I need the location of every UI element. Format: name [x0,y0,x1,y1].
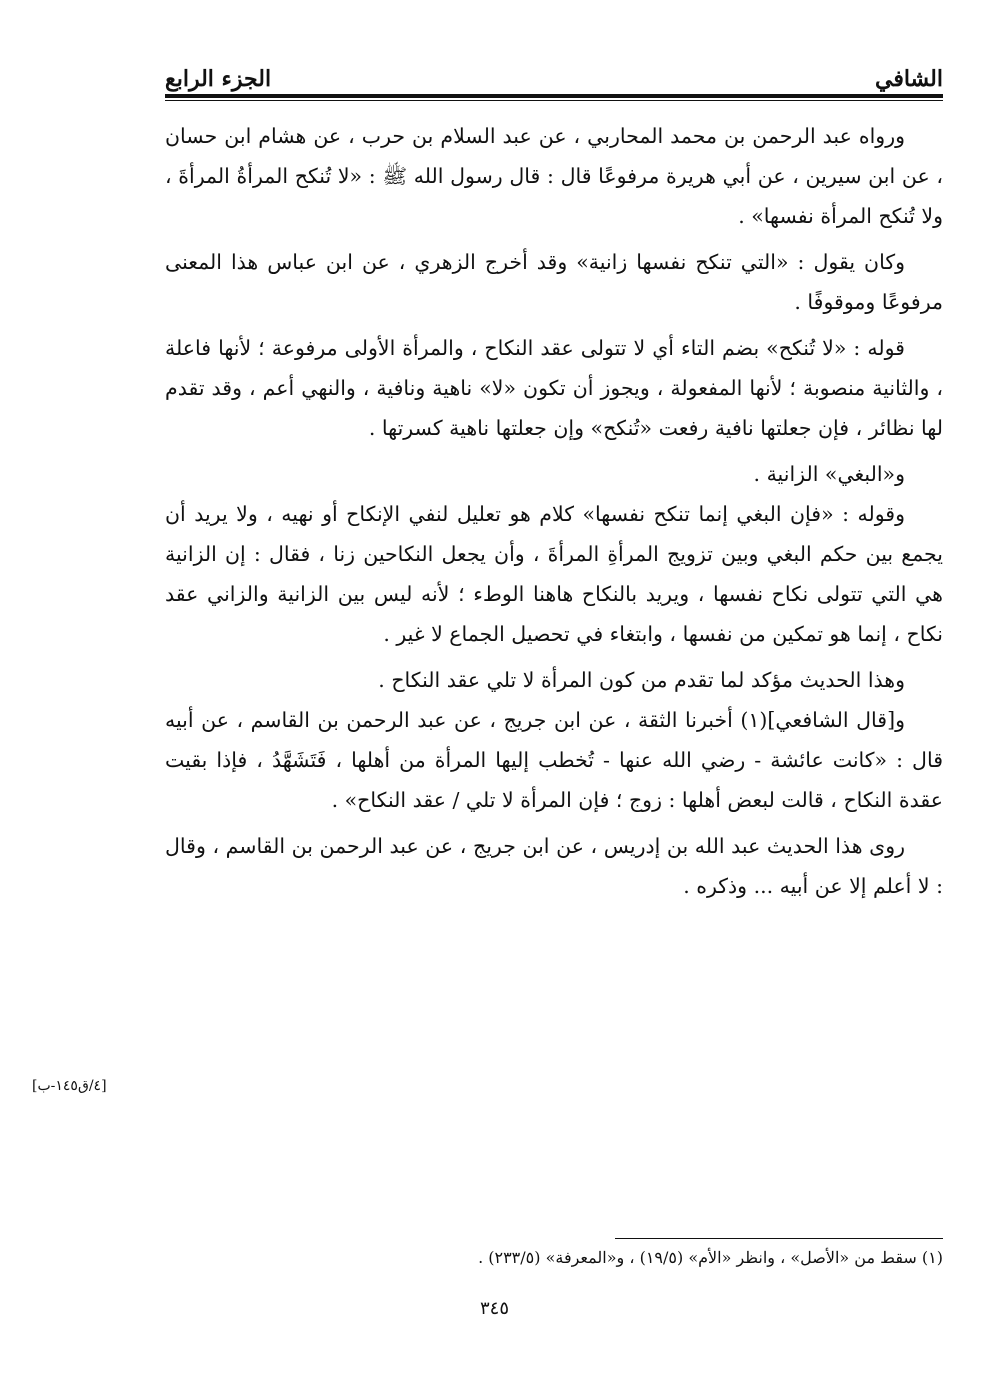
page-number: ٣٤٥ [479,1298,509,1319]
footnote-separator [615,1238,943,1239]
main-text [165,116,943,912]
footnote: (١) سقط من «الأصل» ، وانظر «الأم» (١٩/٥) ، و«المعرفة» (٢٣٣/٥) . [478,1248,943,1267]
paragraph-1: ورواه عبد الرحمن بن محمد المحاربي ، عن عبد السلام بن حرب ، عن هشام ابن حسان ، عن ابن سيرين ، عن أبي هريرة مرفوعًا قال : قال رسول الله ﷺ : «لا تُنكح المرأةُ المرأةَ ، ولا تُنكح المرأة نفسها» . [165,124,943,228]
paragraph-7: و[قال الشافعي](١) أخبرنا الثقة ، عن ابن جريج ، عن عبد الرحمن بن القاسم ، عن أبيه قال : «كانت عائشة - رضي الله عنها - تُخطب إليها المرأة من أهلها ، فَتَشَهَّدُ ، فإذا بقيت عقدة النكاح ، قالت لبعض أهلها : زوج ؛ فإن المرأة لا تلي / عقد النكاح» . [165,708,943,812]
header-rule-thin [165,100,943,101]
paragraph-8: روى هذا الحديث عبد الله بن إدريس ، عن ابن جريج ، عن عبد الرحمن بن القاسم ، وقال : لا أعلم إلا عن أبيه ... وذكره . [165,834,943,898]
paragraph-5: وقوله : «فإن البغي إنما تنكح نفسها» كلام هو تعليل لنفي الإنكاح أو نهيه ، ولا يريد أن يجمع بين حكم البغي وبين تزويج المرأةِ المرأةَ ، وأن يجعل النكاحين زنا ، فقال : إن الزانية هي التي تتولى نكاح نفسها ، ويريد بالنكاح هاهنا الوطء ؛ لأنه ليس بين الزانية والزاني عقد نكاح ، إنما هو تمكين من نفسها ، وابتغاء في تحصيل الجماع لا غير . [165,502,943,646]
paragraph-3: قوله : «لا تُنكح» بضم التاء أي لا تتولى عقد النكاح ، والمرأة الأولى مرفوعة ؛ لأنها فاعلة ، والثانية منصوبة ؛ لأنها المفعولة ، ويجوز أن تكون «لا» ناهية ونافية ، والنهي أعم ، وقد تقدم لها نظائر ، فإن جعلتها نافية رفعت «تُنكح» وإن جعلتها ناهية كسرتها . [165,336,943,440]
paragraph-6: وهذا الحديث مؤكد لما تقدم من كون المرأة لا تلي عقد النكاح . [378,668,905,692]
manuscript-margin-note: [٤/ق١٤٥-ب] [32,1078,107,1094]
paragraph-4: و«البغي» الزانية . [753,462,905,486]
header-rule-thick [165,94,943,98]
book-title: الشافي [875,66,943,92]
part-title: الجزء الرابع [165,66,272,92]
paragraph-2: وكان يقول : «التي تنكح نفسها زانية» وقد أخرج الزهري ، عن ابن عباس هذا المعنى مرفوعًا وموقوفًا . [165,250,943,314]
page-header [165,52,943,92]
